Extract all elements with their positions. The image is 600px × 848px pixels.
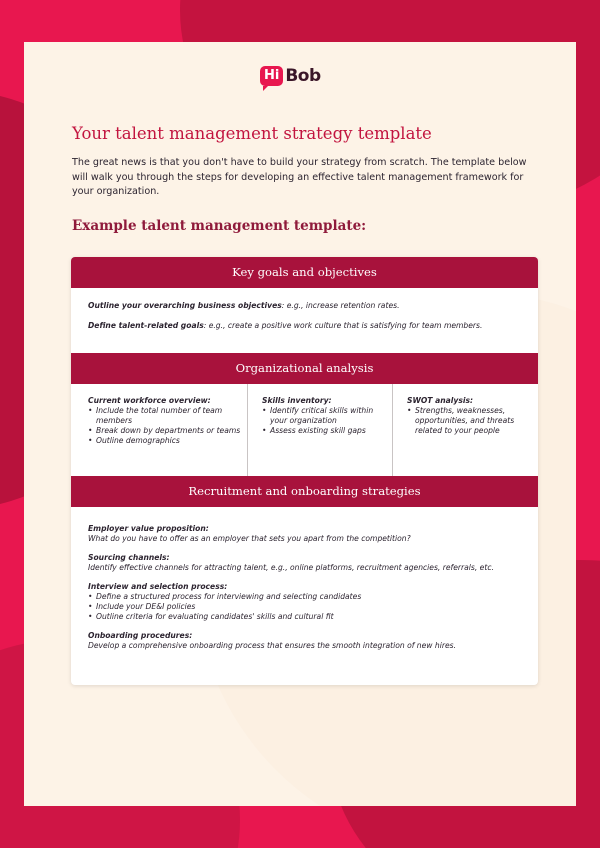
logo-bob: Bob (285, 66, 321, 86)
bullet-list (88, 592, 528, 622)
onboarding-section (88, 631, 528, 651)
bullet-item: • Strengths, weaknesses, opportunities, and threats related to your people (407, 406, 532, 436)
evp-section (88, 524, 528, 544)
section-text: What do you have to offer as an employer that sets you apart from the competition? (88, 534, 411, 543)
bullet-list (407, 406, 532, 436)
bullet-item: • Break down by departments or teams (88, 426, 241, 436)
workforce-overview-column (71, 384, 248, 476)
section-heading: Employer value proposition: (88, 524, 209, 533)
template-subtitle: Example talent management template: (72, 218, 367, 234)
bullet-item: • Outline demographics (88, 436, 241, 446)
column-heading: SWOT analysis: (407, 396, 474, 405)
analysis-columns (71, 384, 538, 476)
section-heading: Onboarding procedures: (88, 631, 193, 640)
column-heading: Current workforce overview: (88, 396, 211, 405)
bullet-item: • Identify critical skills within your organization (262, 406, 386, 426)
bullet-item: • Include your DE&I policies (88, 602, 528, 612)
hibob-logo (260, 66, 321, 86)
goal-item (88, 301, 528, 311)
section-text: Develop a comprehensive onboarding process that ensures the smooth integration of new hires. (88, 641, 456, 650)
sourcing-section (88, 553, 528, 573)
goal-text: : e.g., create a positive work culture that is satisfying for team members. (203, 321, 483, 330)
intro-paragraph: The great news is that you don't have to build your strategy from scratch. The template below will walk you through the steps for developing an effective talent management framework for your organization. (72, 157, 527, 197)
section-heading: Sourcing channels: (88, 553, 170, 562)
bullet-item: • Assess existing skill gaps (262, 426, 386, 436)
goal-item (88, 321, 528, 331)
section-heading: Interview and selection process: (88, 582, 228, 591)
skills-inventory-column (248, 384, 393, 476)
section-text: Identify effective channels for attracting talent, e.g., online platforms, recruitment agencies, referrals, etc. (88, 563, 494, 572)
recruitment-content (88, 524, 528, 660)
interview-section (88, 582, 528, 622)
recruitment-header: Recruitment and onboarding strategies (71, 476, 538, 507)
bullet-item: • Include the total number of team members (88, 406, 241, 426)
template-card (71, 257, 538, 685)
bullet-list (262, 406, 386, 436)
swot-analysis-column (393, 384, 538, 476)
goals-content (88, 301, 528, 341)
goals-header: Key goals and objectives (71, 257, 538, 288)
logo-hi: Hi (260, 66, 283, 86)
analysis-header: Organizational analysis (71, 353, 538, 384)
document-page (24, 42, 576, 806)
bullet-item: • Define a structured process for interviewing and selecting candidates (88, 592, 528, 602)
goal-label: Define talent-related goals (88, 321, 204, 330)
column-heading: Skills inventory: (262, 396, 332, 405)
bullet-item: • Outline criteria for evaluating candidates' skills and cultural fit (88, 612, 528, 622)
goal-text: : e.g., increase retention rates. (281, 301, 400, 310)
bullet-list (88, 406, 241, 446)
goal-label: Outline your overarching business objectives (88, 301, 282, 310)
page-title: Your talent management strategy template (72, 124, 432, 143)
